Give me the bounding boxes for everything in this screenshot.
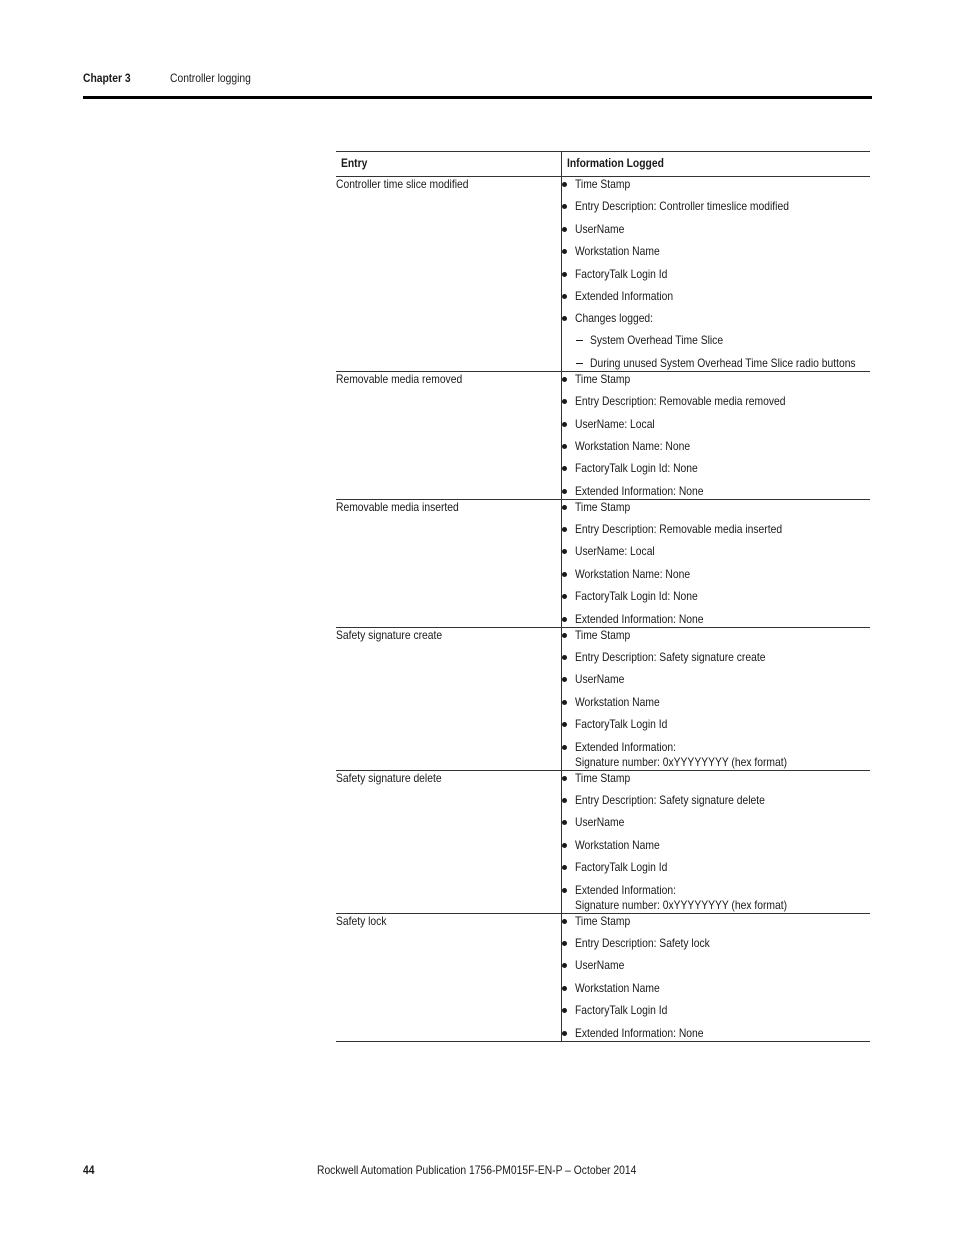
table-header-row <box>336 152 870 177</box>
information-cell <box>561 627 870 770</box>
list-item-text: Workstation Name <box>574 980 660 995</box>
list-item <box>562 628 871 643</box>
list-item-text: Time Stamp <box>574 499 630 514</box>
list-item-text: Workstation Name <box>574 244 660 259</box>
list-item <box>562 981 871 996</box>
table-row <box>336 627 870 770</box>
sub-list-item <box>575 356 871 371</box>
list-item-text: UserName <box>574 672 624 687</box>
information-cell <box>561 371 870 499</box>
information-list <box>562 500 871 627</box>
entry-cell <box>336 499 561 627</box>
list-item-text: UserName <box>574 221 624 236</box>
list-item <box>562 717 871 732</box>
list-item-text: Entry Description: Safety lock <box>574 935 710 950</box>
list-item-text: Workstation Name <box>574 694 660 709</box>
entry-cell <box>336 177 561 372</box>
list-item <box>562 500 871 515</box>
table-row <box>336 177 870 372</box>
list-item <box>562 740 871 770</box>
list-item-text: UserName <box>574 815 624 830</box>
list-item <box>562 650 871 665</box>
list-item <box>562 567 871 582</box>
list-item <box>562 461 871 476</box>
chapter-title: Controller logging <box>170 71 251 85</box>
list-item-text: FactoryTalk Login Id <box>574 717 667 732</box>
list-item <box>562 394 871 409</box>
table-row <box>336 371 870 499</box>
list-item-text: Changes logged: <box>574 311 653 326</box>
table-body <box>336 177 870 1042</box>
publication-footer: Rockwell Automation Publication 1756-PM015F-EN-P – October 2014 <box>317 1163 637 1177</box>
list-item-text: UserName <box>574 958 624 973</box>
list-item-text: Time Stamp <box>574 770 630 785</box>
list-item <box>562 883 871 913</box>
list-item <box>562 936 871 951</box>
list-item-text: Workstation Name <box>574 837 660 852</box>
entry-label: Removable media removed <box>336 371 463 386</box>
information-cell <box>561 499 870 627</box>
information-list <box>562 628 871 770</box>
column-header-entry: Entry <box>336 152 561 177</box>
list-item <box>562 222 871 237</box>
list-item-text: Workstation Name: None <box>574 566 690 581</box>
list-item-text: FactoryTalk Login Id: None <box>574 461 698 476</box>
list-item <box>562 417 871 432</box>
entry-label: Removable media inserted <box>336 499 459 514</box>
list-item-text: Extended Information: <box>574 739 676 754</box>
list-item <box>562 771 871 786</box>
list-item-text: Extended Information: None <box>574 1025 704 1040</box>
list-item-text: Time Stamp <box>574 177 630 191</box>
list-item-text: Extended Information: None <box>574 611 704 626</box>
list-item <box>562 589 871 604</box>
entry-cell <box>336 627 561 770</box>
list-item <box>562 484 871 499</box>
list-item <box>562 914 871 929</box>
information-list <box>562 177 871 371</box>
list-item-text: Extended Information <box>574 288 673 303</box>
entry-cell <box>336 770 561 913</box>
sub-list-item <box>575 333 871 348</box>
chapter-label: Chapter 3 <box>83 71 131 85</box>
entry-cell <box>336 371 561 499</box>
sub-list-item-text: During unused System Overhead Time Slice radio buttons <box>589 355 856 370</box>
information-list <box>562 771 871 913</box>
list-item <box>562 860 871 875</box>
entry-label: Safety lock <box>336 913 387 928</box>
list-item-text: Extended Information: <box>574 882 676 897</box>
table-row <box>336 499 870 627</box>
list-item-continuation: Signature number: 0xYYYYYYYY (hex format) <box>574 754 787 769</box>
information-cell <box>561 177 870 372</box>
list-item <box>562 439 871 454</box>
entry-label: Controller time slice modified <box>336 177 469 191</box>
list-item-text: Time Stamp <box>574 913 630 928</box>
sub-list <box>575 333 871 370</box>
list-item <box>562 199 871 214</box>
list-item-text: FactoryTalk Login Id <box>574 1003 667 1018</box>
table-row <box>336 913 870 1041</box>
page-number: 44 <box>83 1163 95 1177</box>
sub-list-item-text: System Overhead Time Slice <box>589 333 723 348</box>
list-item-text: Entry Description: Removable media inserted <box>574 522 782 537</box>
list-item <box>562 838 871 853</box>
list-item-text: FactoryTalk Login Id <box>574 266 667 281</box>
page-header <box>83 70 872 99</box>
log-entries-table <box>336 151 870 1042</box>
list-item <box>562 793 871 808</box>
list-item-text: Time Stamp <box>574 627 630 642</box>
information-cell <box>561 770 870 913</box>
list-item-text: FactoryTalk Login Id <box>574 860 667 875</box>
information-cell <box>561 913 870 1041</box>
list-item <box>562 612 871 627</box>
list-item <box>562 815 871 830</box>
list-item <box>562 289 871 304</box>
list-item-text: Entry Description: Removable media removed <box>574 394 786 409</box>
entry-label: Safety signature create <box>336 627 443 642</box>
list-item <box>562 267 871 282</box>
list-item-text: Entry Description: Safety signature delete <box>574 792 765 807</box>
entry-cell <box>336 913 561 1041</box>
information-list <box>562 372 871 499</box>
list-item <box>562 672 871 687</box>
list-item <box>562 544 871 559</box>
list-item-text: Entry Description: Safety signature create <box>574 650 765 665</box>
dash-icon <box>576 340 583 341</box>
information-list <box>562 914 871 1041</box>
list-item-text: UserName: Local <box>574 416 655 431</box>
list-item <box>562 522 871 537</box>
list-item <box>562 1003 871 1018</box>
list-item <box>562 372 871 387</box>
table-row <box>336 770 870 913</box>
entry-label: Safety signature delete <box>336 770 442 785</box>
list-item <box>562 177 871 192</box>
list-item-text: Extended Information: None <box>574 483 704 498</box>
list-item <box>562 958 871 973</box>
list-item-text: UserName: Local <box>574 544 655 559</box>
list-item-text: Entry Description: Controller timeslice modified <box>574 199 789 214</box>
list-item <box>562 311 871 370</box>
list-item <box>562 1026 871 1041</box>
list-item-continuation: Signature number: 0xYYYYYYYY (hex format) <box>574 897 787 912</box>
list-item-text: Time Stamp <box>574 371 630 386</box>
list-item-text: FactoryTalk Login Id: None <box>574 589 698 604</box>
column-header-information: Information Logged <box>561 152 870 177</box>
list-item <box>562 244 871 259</box>
list-item <box>562 695 871 710</box>
list-item-text: Workstation Name: None <box>574 438 690 453</box>
dash-icon <box>576 363 583 364</box>
